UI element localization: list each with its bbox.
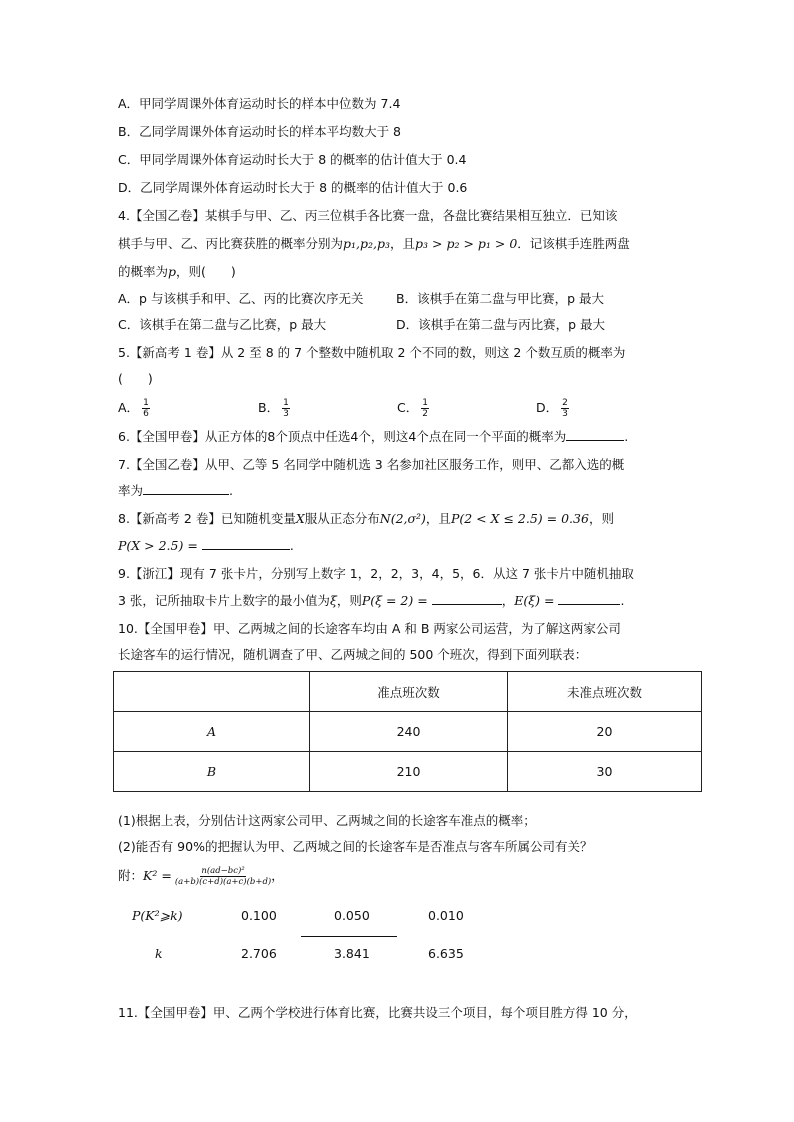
q9-end: . bbox=[620, 593, 625, 608]
ktable-row1-label: P(K²⩾k) bbox=[132, 908, 183, 923]
q5-b-frac bbox=[282, 398, 290, 419]
q9-a: 3 张，记所抽取卡片上数字的最小值为 bbox=[118, 593, 330, 608]
table-header-row bbox=[114, 672, 702, 712]
q8-line2 bbox=[118, 537, 294, 555]
q8-end: . bbox=[289, 538, 294, 553]
q9-b: ，则 bbox=[336, 593, 362, 608]
q3-option-d: D．乙同学周课外体育运动时长大于 8 的概率的估计值大于 0.6 bbox=[118, 180, 468, 195]
formula-lhs: K² = bbox=[143, 868, 172, 883]
q5-option-c bbox=[397, 398, 429, 419]
q7-text: 率为 bbox=[118, 483, 144, 498]
q8-a: 8.【新高考 2 卷】已知随机变量 bbox=[118, 511, 296, 526]
q5-c-frac bbox=[421, 398, 429, 419]
q5-c-num: 1 bbox=[422, 398, 428, 408]
q7-blank[interactable] bbox=[143, 482, 229, 495]
table-cell: A bbox=[114, 712, 310, 752]
q6-line bbox=[118, 428, 628, 446]
q4-option-c: C．该棋手在第二盘与乙比赛，p 最大 bbox=[118, 317, 327, 332]
q4-l3a: 的概率为 bbox=[118, 264, 169, 279]
ktable-row2-label: k bbox=[155, 946, 163, 961]
q6-blank[interactable] bbox=[566, 428, 624, 441]
q8-line1 bbox=[118, 510, 614, 528]
q9-xi: ξ bbox=[329, 593, 337, 608]
q3-option-c: C．甲同学周课外体育运动时长大于 8 的概率的估计值大于 0.4 bbox=[118, 152, 467, 167]
q4-p: p bbox=[168, 264, 177, 279]
q4-line3 bbox=[118, 263, 236, 281]
q9-m1: P(ξ = 2) = bbox=[361, 593, 428, 608]
q4-text: 棋手与甲、乙、丙比赛获胜的概率分别为 bbox=[118, 236, 344, 251]
q8-x: X bbox=[295, 511, 305, 526]
q4-end: ．记该棋手连胜两盘 bbox=[517, 236, 630, 251]
q9-blank1[interactable] bbox=[432, 592, 502, 605]
q6-text: 6.【全国甲卷】从正方体的8个顶点中任选4个，则这4个点在同一个平面的概率为 bbox=[118, 429, 567, 444]
q10-sub2: (2)能否有 90%的把握认为甲、乙两城之间的长途客车是否准点与客车所属公司有关？ bbox=[118, 839, 593, 854]
table-cell: 20 bbox=[508, 712, 702, 752]
q4-mid: ，且 bbox=[390, 236, 416, 251]
q5-line2: ( ) bbox=[118, 371, 153, 386]
q5-a-frac bbox=[142, 398, 150, 419]
q5-d-frac bbox=[561, 398, 569, 419]
table-cell: 240 bbox=[310, 712, 508, 752]
q7-end: . bbox=[229, 483, 233, 498]
table-cell: 30 bbox=[508, 752, 702, 792]
q9-m2: E(ξ) = bbox=[514, 593, 555, 608]
ktable-cell: 3.841 bbox=[334, 946, 370, 961]
q5-b-den: 3 bbox=[283, 409, 289, 419]
q5-option-d bbox=[536, 398, 569, 419]
q9-c: ， bbox=[501, 593, 515, 608]
formula-den: (a+b)(c+d)(a+c)(b+d) bbox=[174, 877, 272, 887]
q10-formula bbox=[118, 866, 284, 887]
q5-b-label: B． bbox=[258, 400, 280, 415]
q5-c-label: C． bbox=[397, 400, 419, 415]
q8-b: 服从正态分布 bbox=[304, 511, 380, 526]
q9-line1: 9.【浙江】现有 7 张卡片，分别写上数字 1，2，2，3，4，5，6．从这 7 张卡片中随机抽取 bbox=[118, 566, 634, 581]
q8-line2-math: P(X > 2.5) = bbox=[118, 538, 198, 553]
ktable-cell: 6.635 bbox=[428, 946, 464, 961]
q10-sub1: (1)根据上表，分别估计这两家公司甲、乙两城之间的长途客车准点的概率； bbox=[118, 813, 536, 828]
q10-line1: 10.【全国甲卷】甲、乙两城之间的长途客车均由 A 和 B 两家公司运营，为了解这两家公司 bbox=[118, 621, 621, 636]
q5-d-label: D． bbox=[536, 400, 559, 415]
q5-line1: 5.【新高考 1 卷】从 2 至 8 的 7 个整数中随机取 2 个不同的数，则这 2 个数互质的概率为 bbox=[118, 345, 626, 360]
q5-a-den: 6 bbox=[143, 409, 149, 419]
q5-option-a bbox=[118, 398, 150, 419]
table-header-cell bbox=[114, 672, 310, 712]
q6-end: . bbox=[624, 429, 629, 444]
q10-line2: 长途客车的运行情况，随机调查了甲、乙两城之间的 500 个班次，得到下面列联表： bbox=[118, 647, 588, 662]
q4-line1: 4.【全国乙卷】某棋手与甲、乙、丙三位棋手各比赛一盘，各盘比赛结果相互独立．已知该 bbox=[118, 208, 618, 223]
ktable-cell: 0.050 bbox=[334, 908, 370, 923]
q9-line2 bbox=[118, 592, 624, 610]
q5-d-den: 3 bbox=[562, 409, 568, 419]
ktable-divider bbox=[301, 936, 397, 937]
table-row bbox=[114, 712, 702, 752]
table-header-cell: 未准点班次数 bbox=[508, 672, 702, 712]
formula-end: ， bbox=[271, 868, 284, 883]
q4-l3b: ，则( ) bbox=[176, 264, 236, 279]
q8-d: ，则 bbox=[588, 511, 614, 526]
table-cell: B bbox=[114, 752, 310, 792]
q5-option-b bbox=[258, 398, 290, 419]
q8-c: ，且 bbox=[425, 511, 451, 526]
q4-math-probs: p₁,p₂,p₃ bbox=[343, 236, 391, 251]
q9-blank2[interactable] bbox=[558, 592, 620, 605]
q5-d-num: 2 bbox=[562, 398, 568, 408]
table-header-cell: 准点班次数 bbox=[310, 672, 508, 712]
ktable-cell: 0.010 bbox=[428, 908, 464, 923]
q11-line1: 11.【全国甲卷】甲、乙两个学校进行体育比赛，比赛共设三个项目，每个项目胜方得 10 分， bbox=[118, 1005, 637, 1020]
ktable-cell: 2.706 bbox=[241, 946, 277, 961]
q3-option-b: B．乙同学周课外体育运动时长的样本平均数大于 8 bbox=[118, 124, 402, 139]
formula-num: n(ad−bc)² bbox=[201, 866, 245, 876]
q4-line2 bbox=[118, 235, 630, 253]
q7-line1: 7.【全国乙卷】从甲、乙等 5 名同学中随机选 3 名参加社区服务工作，则甲、乙都入选的概 bbox=[118, 457, 625, 472]
q5-b-num: 1 bbox=[283, 398, 289, 408]
q4-option-d: D．该棋手在第二盘与丙比赛，p 最大 bbox=[396, 317, 606, 332]
q5-a-label: A． bbox=[118, 400, 140, 415]
q5-c-den: 2 bbox=[422, 409, 428, 419]
q4-option-a: A．p 与该棋手和甲、乙、丙的比赛次序无关 bbox=[118, 291, 364, 306]
q5-a-num: 1 bbox=[143, 398, 149, 408]
q3-option-a: A．甲同学周课外体育运动时长的样本中位数为 7.4 bbox=[118, 96, 401, 111]
formula-prefix: 附： bbox=[118, 868, 144, 883]
contingency-table bbox=[113, 671, 702, 792]
q4-option-b: B．该棋手在第二盘与甲比赛，p 最大 bbox=[396, 291, 604, 306]
q8-blank[interactable] bbox=[202, 537, 290, 550]
q8-m1: N(2,σ²) bbox=[379, 511, 426, 526]
formula-frac bbox=[175, 866, 271, 887]
ktable-cell: 0.100 bbox=[241, 908, 277, 923]
q4-math-ineq: p₃ > p₂ > p₁ > 0 bbox=[415, 236, 518, 251]
q8-m2: P(2 < X ≤ 2.5) = 0.36 bbox=[450, 511, 589, 526]
table-row bbox=[114, 752, 702, 792]
q7-line2 bbox=[118, 482, 233, 500]
table-cell: 210 bbox=[310, 752, 508, 792]
